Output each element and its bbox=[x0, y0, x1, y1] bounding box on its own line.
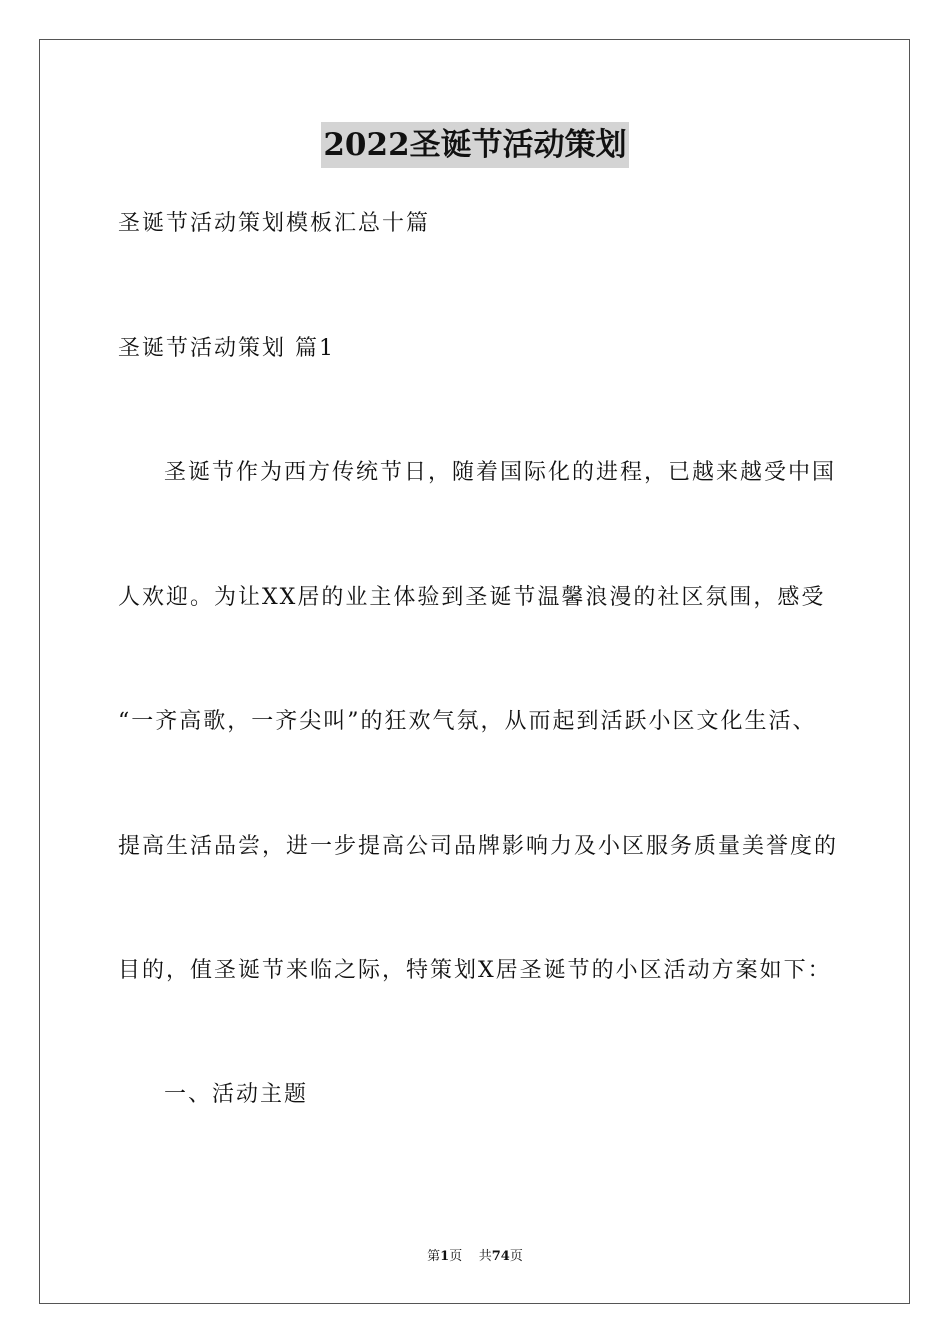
paragraph-line-2: 人欢迎。为让XX居的业主体验到圣诞节温馨浪漫的社区氛围，感受 bbox=[118, 585, 826, 610]
footer-page-number: 1 bbox=[440, 1249, 450, 1264]
paragraph-line-5: 目的，值圣诞节来临之际，特策划X居圣诞节的小区活动方案如下： bbox=[118, 958, 832, 983]
item-heading: 一、活动主题 bbox=[164, 1082, 309, 1107]
footer-total-prefix: 共 bbox=[478, 1249, 492, 1264]
document-subtitle: 圣诞节活动策划模板汇总十篇 bbox=[118, 211, 431, 236]
title-container bbox=[0, 122, 950, 168]
footer-total-pages: 74 bbox=[491, 1249, 510, 1264]
page-footer bbox=[0, 1248, 950, 1266]
footer-total-suffix: 页 bbox=[509, 1249, 523, 1264]
paragraph-line-4: 提高生活品尝，进一步提高公司品牌影响力及小区服务质量美誉度的 bbox=[118, 834, 839, 859]
paragraph-line-3: “一齐高歌，一齐尖叫”的狂欢气氛，从而起到活跃小区文化生活、 bbox=[118, 709, 817, 734]
document-title: 2022圣诞节活动策划 bbox=[321, 122, 628, 168]
footer-page-suffix: 页 bbox=[449, 1249, 463, 1264]
section-heading: 圣诞节活动策划 篇1 bbox=[118, 336, 335, 361]
footer-prefix: 第 bbox=[427, 1249, 441, 1264]
paragraph-line-1: 圣诞节作为西方传统节日，随着国际化的进程，已越来越受中国 bbox=[164, 460, 837, 485]
